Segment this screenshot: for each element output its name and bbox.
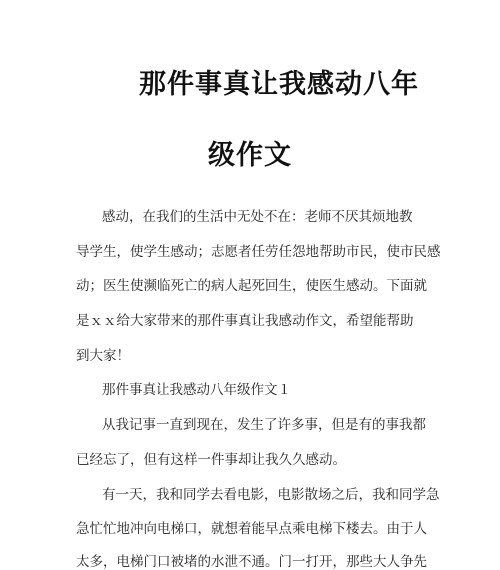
paragraph-1-line-5: 到大家！	[76, 348, 130, 364]
paragraph-1-line-4: 是ｘｘ给大家带来的那件事真让我感动作文，希望能帮助	[76, 313, 414, 329]
document-title-line-2: 级作文	[208, 140, 292, 171]
paragraph-3-line-3: 太多，电梯门口被堵的水泄不通。门一打开，那些大人争先	[76, 554, 427, 570]
paragraph-2-line-2: 已经忘了，但有这样一件事却让我久久感动。	[76, 452, 346, 468]
paragraph-1-line-1: 感动，在我们的生活中无处不在：老师不厌其烦地教	[102, 209, 413, 225]
paragraph-2-line-1: 从我记事一直到现在，发生了许多事，但是有的事我都	[102, 417, 426, 433]
paragraph-3-line-2: 急忙忙地冲向电梯口，就想着能早点乘电梯下楼去。由于人	[76, 521, 427, 537]
section-heading: 那件事真让我感动八年级作文１	[102, 382, 291, 398]
paragraph-1-line-2: 导学生，使学生感动；志愿者任劳任怨地帮助市民，使市民感	[76, 244, 441, 260]
paragraph-1-line-3: 动；医生使濒临死亡的病人起死回生，使医生感动。下面就	[76, 278, 427, 294]
document-title-line-1: 那件事真让我感动八年	[139, 69, 419, 100]
paragraph-3-line-1: 有一天，我和同学去看电影，电影散场之后，我和同学急	[102, 487, 440, 503]
